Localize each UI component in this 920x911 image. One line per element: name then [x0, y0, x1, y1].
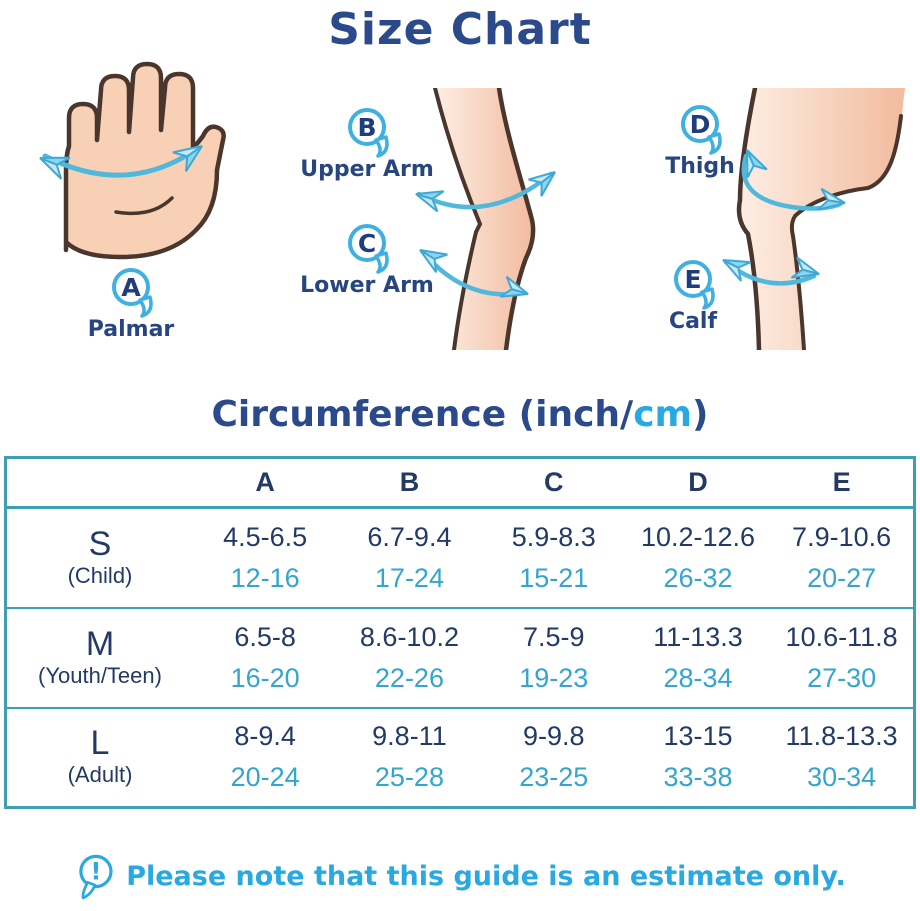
size-sublabel: (Youth/Teen): [38, 662, 162, 688]
badge-c-letter: C: [357, 229, 377, 258]
table-row-m: [6, 608, 915, 708]
badge-b-icon: [344, 106, 390, 158]
exclamation-mark: !: [90, 857, 102, 886]
cell-m-c: [482, 608, 626, 708]
calf-label: Calf: [668, 309, 718, 334]
cell-m-b: [337, 608, 481, 708]
cm-value: 17-24: [374, 562, 444, 593]
inch-value: 5.9-8.3: [511, 521, 596, 552]
inch-value: 11-13.3: [653, 621, 743, 652]
table-heading: [0, 394, 920, 435]
cell-l-e: [770, 708, 914, 808]
size-letter: M: [85, 624, 115, 663]
cm-value: 19-23: [519, 662, 589, 693]
cm-value: 16-20: [230, 662, 300, 693]
leg-shape: [739, 88, 905, 350]
column-header-b: B: [399, 467, 420, 497]
cell-m-d: [626, 608, 770, 708]
inch-value: 9.8-11: [372, 721, 447, 752]
badge-e-letter: E: [684, 265, 702, 294]
figure-label-lower-arm: [300, 222, 434, 298]
inch-value: 13-15: [663, 721, 733, 752]
header-empty-cell: [6, 458, 194, 508]
exclamation-bubble-icon: [74, 852, 116, 900]
figure-label-palmar: [88, 266, 174, 341]
cm-value: 23-25: [519, 762, 589, 793]
cell-s-c: [482, 508, 626, 608]
cm-value: 25-28: [374, 762, 444, 793]
hand-illustration: [20, 60, 238, 262]
cm-value: 27-30: [807, 662, 877, 693]
size-letter: S: [88, 524, 112, 563]
cm-value: 28-34: [663, 662, 733, 693]
figure-label-calf: [638, 258, 748, 333]
badge-d-letter: D: [689, 110, 711, 139]
size-table: [4, 456, 916, 809]
lower-arm-label: Lower Arm: [300, 273, 434, 298]
page-title: Size Chart: [328, 4, 592, 55]
leg-fill: [739, 88, 905, 350]
row-label-l: [6, 708, 194, 808]
inch-value: 8-9.4: [234, 721, 296, 752]
inch-value: 4.5-6.5: [223, 521, 308, 552]
size-sublabel: (Child): [67, 562, 133, 588]
inch-value: 10.6-11.8: [785, 621, 898, 652]
inch-value: 7.5-9: [522, 621, 585, 652]
inch-value: 9-9.8: [522, 721, 585, 752]
hand-outline: [66, 64, 224, 257]
heading-close: ): [692, 394, 709, 435]
badge-e-icon: [670, 258, 716, 310]
column-header-e: E: [832, 467, 851, 497]
cm-value: 20-24: [230, 762, 300, 793]
row-label-s: [6, 508, 194, 608]
column-header-d: D: [688, 467, 708, 497]
cell-l-b: [337, 708, 481, 808]
inch-value: 6.7-9.4: [367, 521, 452, 552]
thigh-label: Thigh: [665, 154, 735, 179]
badge-a-letter: A: [121, 273, 141, 302]
badge-b-letter: B: [357, 113, 377, 142]
cell-s-d: [626, 508, 770, 608]
size-letter: L: [90, 724, 110, 763]
cell-s-b: [337, 508, 481, 608]
note-text: Please note that this guide is an estimate only.: [126, 860, 846, 892]
column-header-c: C: [543, 467, 564, 497]
inch-value: 8.6-10.2: [359, 621, 459, 652]
hand-shape: [66, 64, 224, 257]
cm-value: 12-16: [230, 562, 300, 593]
cell-m-a: [193, 608, 337, 708]
cm-value: 20-27: [807, 562, 877, 593]
badge-c-icon: [344, 222, 390, 274]
cell-l-a: [193, 708, 337, 808]
upper-arm-label: Upper Arm: [300, 157, 434, 182]
cell-l-d: [626, 708, 770, 808]
cell-s-a: [193, 508, 337, 608]
cell-s-e: [770, 508, 914, 608]
badge-a-icon: [108, 266, 154, 318]
row-label-m: [6, 608, 194, 708]
cm-value: 33-38: [663, 762, 733, 793]
cm-value: 30-34: [807, 762, 877, 793]
cm-value: 22-26: [374, 662, 444, 693]
badge-d-icon: [677, 103, 723, 155]
arm-shape: [435, 88, 533, 350]
inch-value: 7.9-10.6: [792, 521, 892, 552]
size-sublabel: (Adult): [67, 762, 133, 788]
cm-value: 26-32: [663, 562, 733, 593]
table-row-l: [6, 708, 915, 808]
inch-value: 10.2-12.6: [640, 521, 756, 552]
inch-value: 6.5-8: [234, 621, 296, 652]
inch-value: 11.8-13.3: [785, 721, 898, 752]
table-header-row: [6, 458, 915, 508]
palmar-label: Palmar: [87, 317, 175, 342]
column-header-a: A: [255, 467, 275, 497]
table-row-s: [6, 508, 915, 608]
arm-fill: [435, 88, 533, 350]
cm-value: 15-21: [519, 562, 589, 593]
figure-label-thigh: [645, 103, 755, 178]
heading-unit: cm: [633, 394, 693, 435]
cell-m-e: [770, 608, 914, 708]
heading-main: Circumference (inch/: [211, 394, 634, 435]
cell-l-c: [482, 708, 626, 808]
figure-label-upper-arm: [300, 106, 434, 182]
estimate-note: [0, 852, 920, 900]
